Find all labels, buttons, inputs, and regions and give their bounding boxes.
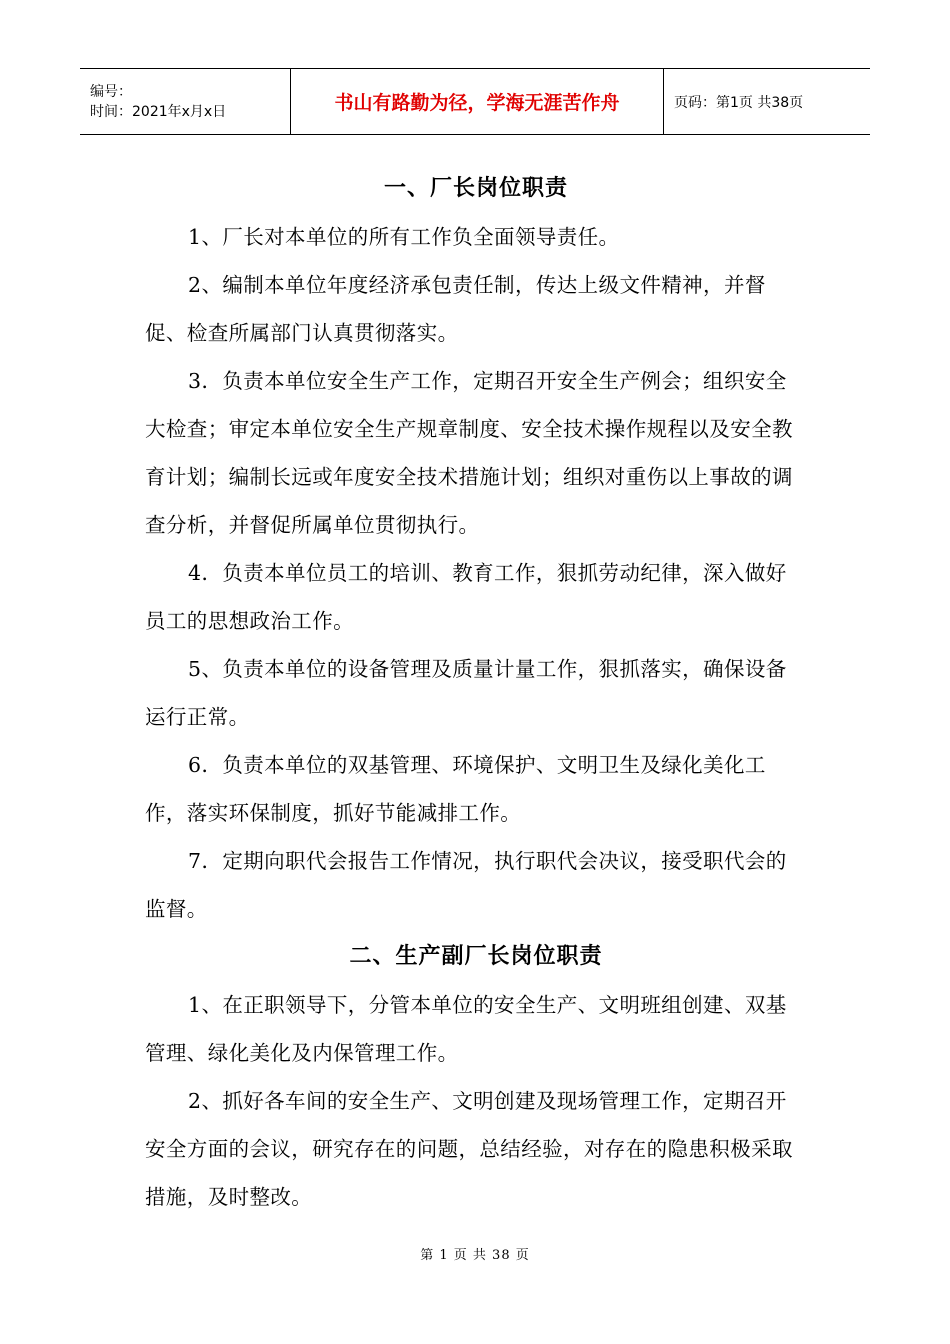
paragraph: 6．负责本单位的双基管理、环境保护、文明卫生及绿化美化工作，落实环保制度，抓好节能减排工作。 (145, 753, 766, 825)
paragraph: 1、厂长对本单位的所有工作负全面领导责任。 (188, 225, 620, 249)
serial-number-label: 编号： (90, 83, 132, 100)
paragraph: 2、抓好各车间的安全生产、文明创建及现场管理工作，定期召开安全方面的会议，研究存在的问题，总结经验，对存在的隐患积极采取措施，及时整改。 (145, 1089, 793, 1209)
section-title-director: 一、厂长岗位职责 (383, 176, 568, 201)
header-page-info: 页码：第1页 共38页 (664, 69, 871, 135)
paragraph: 5、负责本单位的设备管理及质量计量工作，狠抓落实，确保设备运行正常。 (145, 657, 787, 729)
document-body (145, 165, 807, 1221)
document-header (80, 68, 870, 135)
paragraph: 3．负责本单位安全生产工作，定期召开安全生产例会；组织安全大检查；审定本单位安全生产规章制度、安全技术操作规程以及安全教育计划；编制长远或年度安全技术措施计划；组织对重伤以上事故的调查分析，并督促所属单位贯彻执行。 (145, 369, 793, 537)
header-meta-cell (80, 69, 291, 135)
page-footer: 第 1 页 共 38 页 (420, 1248, 530, 1263)
paragraph: 2、编制本单位年度经济承包责任制，传达上级文件精神，并督促、检查所属部门认真贯彻落实。 (145, 273, 766, 345)
paragraph: 4．负责本单位员工的培训、教育工作，狠抓劳动纪律，深入做好员工的思想政治工作。 (145, 561, 787, 633)
paragraph: 1、在正职领导下，分管本单位的安全生产、文明班组创建、双基管理、绿化美化及内保管理工作。 (145, 993, 787, 1065)
date-label: 时间：2021年x月x日 (90, 103, 227, 120)
header-motto: 书山有路勤为径，学海无涯苦作舟 (291, 69, 664, 135)
paragraph: 7．定期向职代会报告工作情况，执行职代会决议，接受职代会的监督。 (145, 849, 787, 921)
section-title-deputy-director: 二、生产副厂长岗位职责 (349, 944, 603, 969)
